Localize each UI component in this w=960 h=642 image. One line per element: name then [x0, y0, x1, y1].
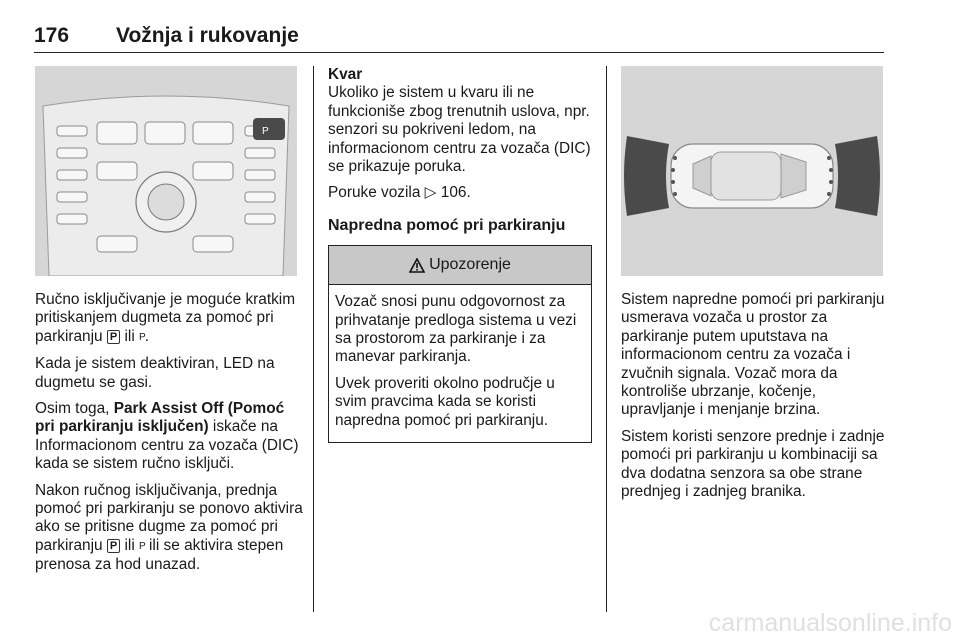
park-assist-icon: P [107, 539, 120, 553]
warning-box [328, 245, 592, 443]
warning-paragraph-2: Uvek proveriti okolno područje u svim pravcima kada se koristi napredna pomoć pri parkiranju. [335, 374, 555, 429]
warning-triangle-icon [409, 258, 425, 273]
park-assist-off-paragraph: Osim toga, Park Assist Off (Pomoć pri parkiranju isključen) iskače na Informacionom centru za vozača (DIC) kada se sistem ručno isključi. [35, 400, 299, 473]
column-divider-1 [313, 66, 314, 612]
kvar-heading: Kvar [328, 66, 363, 83]
vehicle-messages-reference: Poruke vozila ▷ 106. [328, 184, 471, 202]
center-console-illustration [35, 66, 297, 276]
kvar-paragraph: Ukoliko je sistem u kvaru ili ne funkcioniše zbog trenutnih uslova, npr. senzori su pokriveni ledom, na informacionom centru za vozača (DIC) se prikazuje poruka. [328, 84, 591, 176]
column-divider-2 [606, 66, 607, 612]
page-number: 176 [34, 24, 70, 47]
park-assist-icon: P [107, 330, 120, 344]
column-3 [621, 291, 891, 509]
column-2 [328, 66, 592, 443]
warning-body [329, 285, 591, 442]
warning-paragraph-1: Vozač snosi punu odgovornost za prihvatanje predloga sistema u vezi sa prostorom za parkiranje i za manevar parkiranja. [335, 293, 577, 366]
svg-text:P: P [262, 126, 269, 137]
led-paragraph: Kada je sistem deaktiviran, LED na dugmetu se gasi. [35, 355, 275, 391]
watermark: carmanualsonline.info [708, 609, 952, 637]
page-header [34, 22, 884, 53]
parking-sensor-icon: P [139, 331, 145, 343]
warning-header [329, 246, 591, 285]
chapter-title: Vožnja i rukovanje [116, 24, 299, 47]
warning-title: Upozorenje [429, 256, 511, 274]
column-1 [35, 291, 303, 583]
page-reference-arrow-icon: ▷ [424, 184, 437, 202]
manual-off-paragraph: Ručno isključivanje je moguće kratkim pritiskanjem dugmeta za pomoć pri parkiranju P ili P. [35, 291, 303, 347]
parking-sensor-icon: P [139, 540, 145, 552]
reactivation-paragraph: Nakon ručnog isključivanja, prednja pomoć pri parkiranju se ponovo aktivira ako se pritisne dugme za pomoć pri parkiranju P ili P ili se aktivira stepen prenosa za hod unazad. [35, 481, 303, 574]
center-console-figure [35, 66, 297, 276]
advanced-assist-paragraph-1: Sistem napredne pomoći pri parkiranju usmerava vozača u prostor za parkiranje putem uputstava na informacionom centru za vozača i zvučnih signala. Vozač mora da kontroliše ubrzanje, kočenje, upravljanje i menjanje brzina. [621, 291, 885, 419]
advanced-assist-paragraph-2: Sistem koristi senzore prednje i zadnje pomoći pri parkiranju u kombinaciji sa dva dodatna senzora sa obe strane prednjeg i zadnjeg branika. [621, 427, 885, 501]
parking-sensors-figure [621, 66, 883, 276]
car-sensor-zones-illustration [621, 66, 883, 276]
section-heading: Napredna pomoć pri parkiranju [328, 216, 566, 234]
